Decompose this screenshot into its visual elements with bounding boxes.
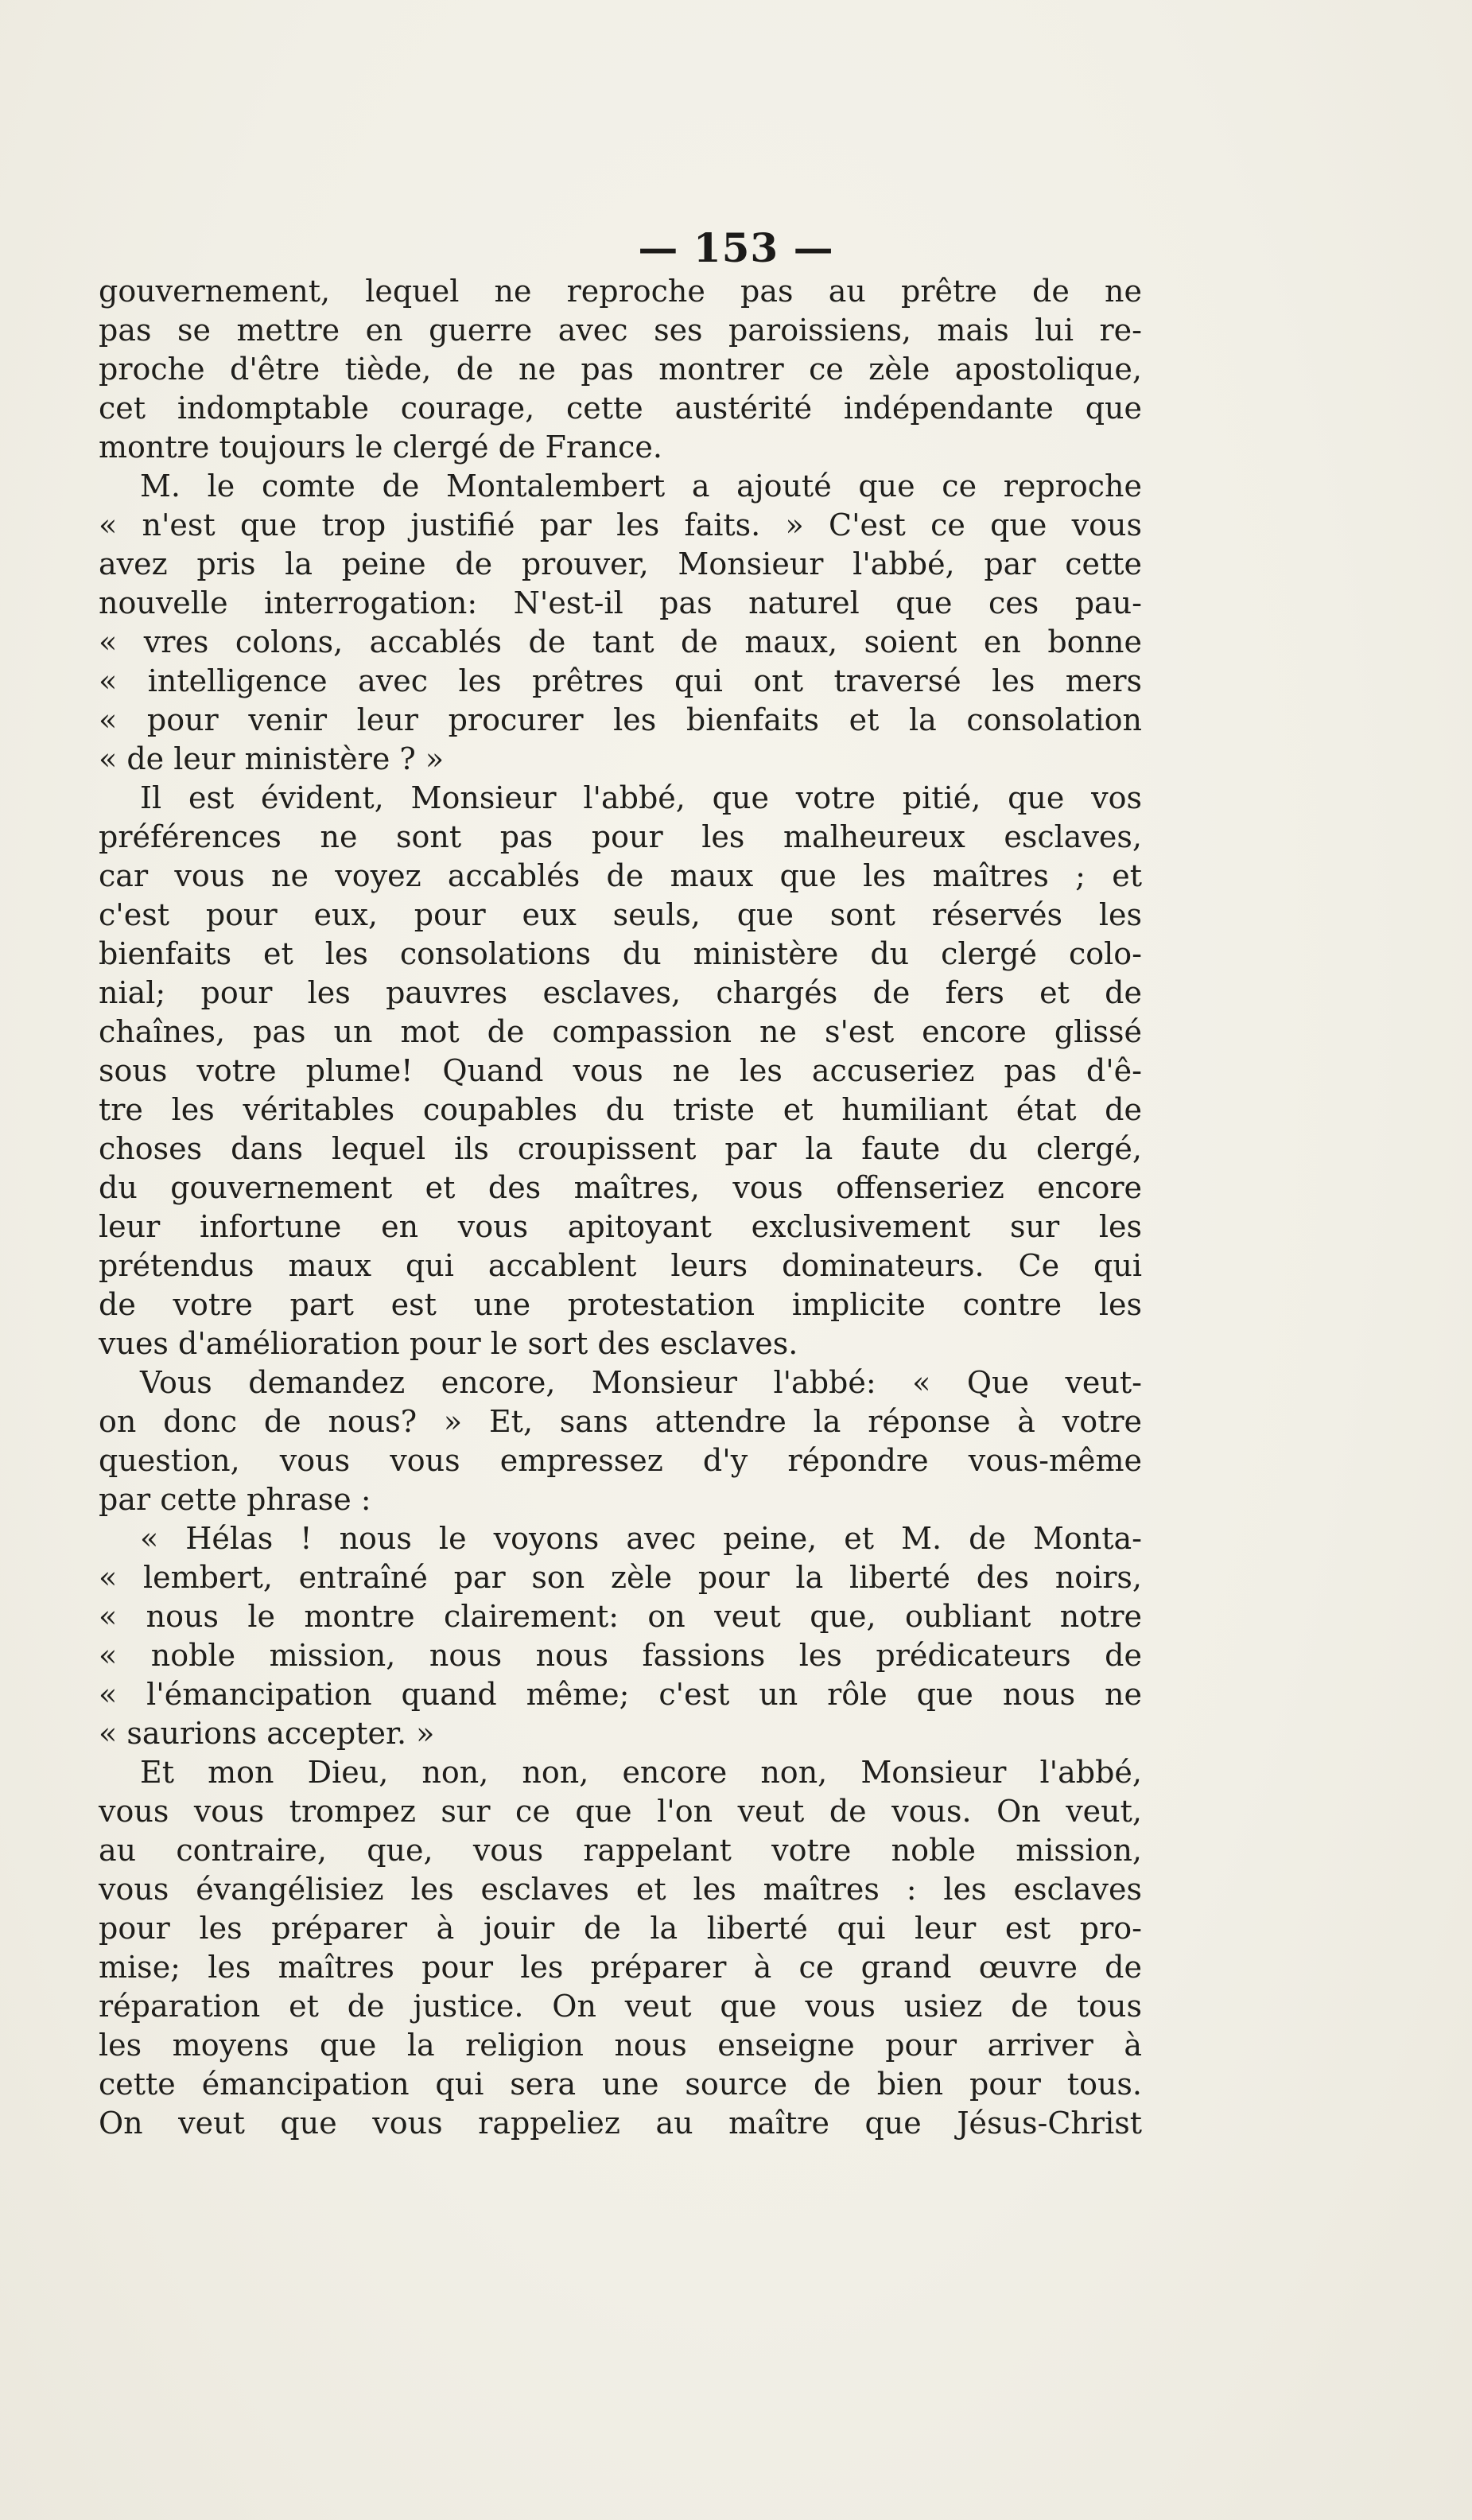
- text-line: gouvernement, lequel ne reproche pas au prêtre de ne: [99, 274, 1142, 309]
- text-line: c'est pour eux, pour eux seuls, que sont réservés les: [99, 897, 1142, 932]
- body-text: [99, 272, 1142, 2143]
- text-line: Et mon Dieu, non, non, encore non, Monsieur l'abbé,: [140, 1755, 1142, 1790]
- text-line: sous votre plume! Quand vous ne les accuseriez pas d'ê-: [99, 1053, 1142, 1088]
- text-line: avez pris la peine de prouver, Monsieur l'abbé, par cette: [99, 546, 1142, 581]
- text-line: montre toujours le clergé de France.: [99, 430, 662, 465]
- text-line: nial; pour les pauvres esclaves, chargés de fers et de: [99, 975, 1142, 1010]
- text-line: mise; les maîtres pour les préparer à ce grand œuvre de: [99, 1950, 1142, 1985]
- text-line: on donc de nous? » Et, sans attendre la réponse à votre: [99, 1404, 1142, 1439]
- text-line: vues d'amélioration pour le sort des esclaves.: [99, 1326, 798, 1361]
- text-line: les moyens que la religion nous enseigne pour arriver à: [99, 2028, 1142, 2063]
- text-line: de votre part est une protestation implicite contre les: [99, 1287, 1142, 1322]
- text-line: « n'est que trop justifié par les faits. » C'est ce que vous: [99, 508, 1142, 542]
- text-line: cet indomptable courage, cette austérité indépendante que: [99, 391, 1142, 426]
- text-line: chaînes, pas un mot de compassion ne s'est encore glissé: [99, 1014, 1142, 1049]
- text-line: réparation et de justice. On veut que vous usiez de tous: [99, 1989, 1142, 2024]
- text-line: « lembert, entraîné par son zèle pour la liberté des noirs,: [99, 1560, 1142, 1595]
- text-line: « Hélas ! nous le voyons avec peine, et M. de Monta-: [140, 1521, 1142, 1556]
- text-line: préférences ne sont pas pour les malheureux esclaves,: [99, 819, 1142, 854]
- text-line: tre les véritables coupables du triste et humiliant état de: [99, 1092, 1142, 1127]
- text-line: M. le comte de Montalembert a ajouté que ce reproche: [140, 469, 1142, 504]
- text-line: du gouvernement et des maîtres, vous offenseriez encore: [99, 1170, 1142, 1205]
- text-line: au contraire, que, vous rappelant votre noble mission,: [99, 1833, 1142, 1868]
- text-line: « intelligence avec les prêtres qui ont traversé les mers: [99, 663, 1142, 698]
- text-line: choses dans lequel ils croupissent par la faute du clergé,: [99, 1131, 1142, 1166]
- text-line: « de leur ministère ? »: [99, 741, 445, 776]
- text-line: « l'émancipation quand même; c'est un rôle que nous ne: [99, 1677, 1142, 1712]
- text-line: Il est évident, Monsieur l'abbé, que votre pitié, que vos: [140, 780, 1142, 815]
- text-line: prétendus maux qui accablent leurs dominateurs. Ce qui: [99, 1248, 1142, 1283]
- text-line: vous vous trompez sur ce que l'on veut de vous. On veut,: [99, 1794, 1142, 1829]
- text-line: nouvelle interrogation: N'est-il pas naturel que ces pau-: [99, 585, 1142, 620]
- text-line: « nous le montre clairement: on veut que, oubliant notre: [99, 1599, 1142, 1634]
- text-line: cette émancipation qui sera une source de bien pour tous.: [99, 2067, 1142, 2102]
- text-line: vous évangélisiez les esclaves et les maîtres : les esclaves: [99, 1872, 1142, 1907]
- text-line: « saurions accepter. »: [99, 1716, 435, 1751]
- text-line: On veut que vous rappeliez au maître que Jésus-Christ: [99, 2106, 1142, 2141]
- text-line: « pour venir leur procurer les bienfaits et la consolation: [99, 702, 1142, 737]
- text-line: proche d'être tiède, de ne pas montrer ce zèle apostolique,: [99, 352, 1142, 387]
- page-number: — 153 —: [638, 224, 834, 271]
- text-line: pour les préparer à jouir de la liberté qui leur est pro-: [99, 1911, 1142, 1946]
- text-line: car vous ne voyez accablés de maux que les maîtres ; et: [99, 858, 1142, 893]
- text-line: leur infortune en vous apitoyant exclusivement sur les: [99, 1209, 1142, 1244]
- text-line: bienfaits et les consolations du ministère du clergé colo-: [99, 936, 1142, 971]
- text-line: par cette phrase :: [99, 1482, 371, 1517]
- text-line: « vres colons, accablés de tant de maux, soient en bonne: [99, 624, 1142, 659]
- text-line: Vous demandez encore, Monsieur l'abbé: « Que veut-: [140, 1365, 1142, 1400]
- text-line: « noble mission, nous nous fassions les prédicateurs de: [99, 1638, 1142, 1673]
- text-line: question, vous vous empressez d'y répondre vous-même: [99, 1443, 1142, 1478]
- text-line: pas se mettre en guerre avec ses paroissiens, mais lui re-: [99, 313, 1142, 348]
